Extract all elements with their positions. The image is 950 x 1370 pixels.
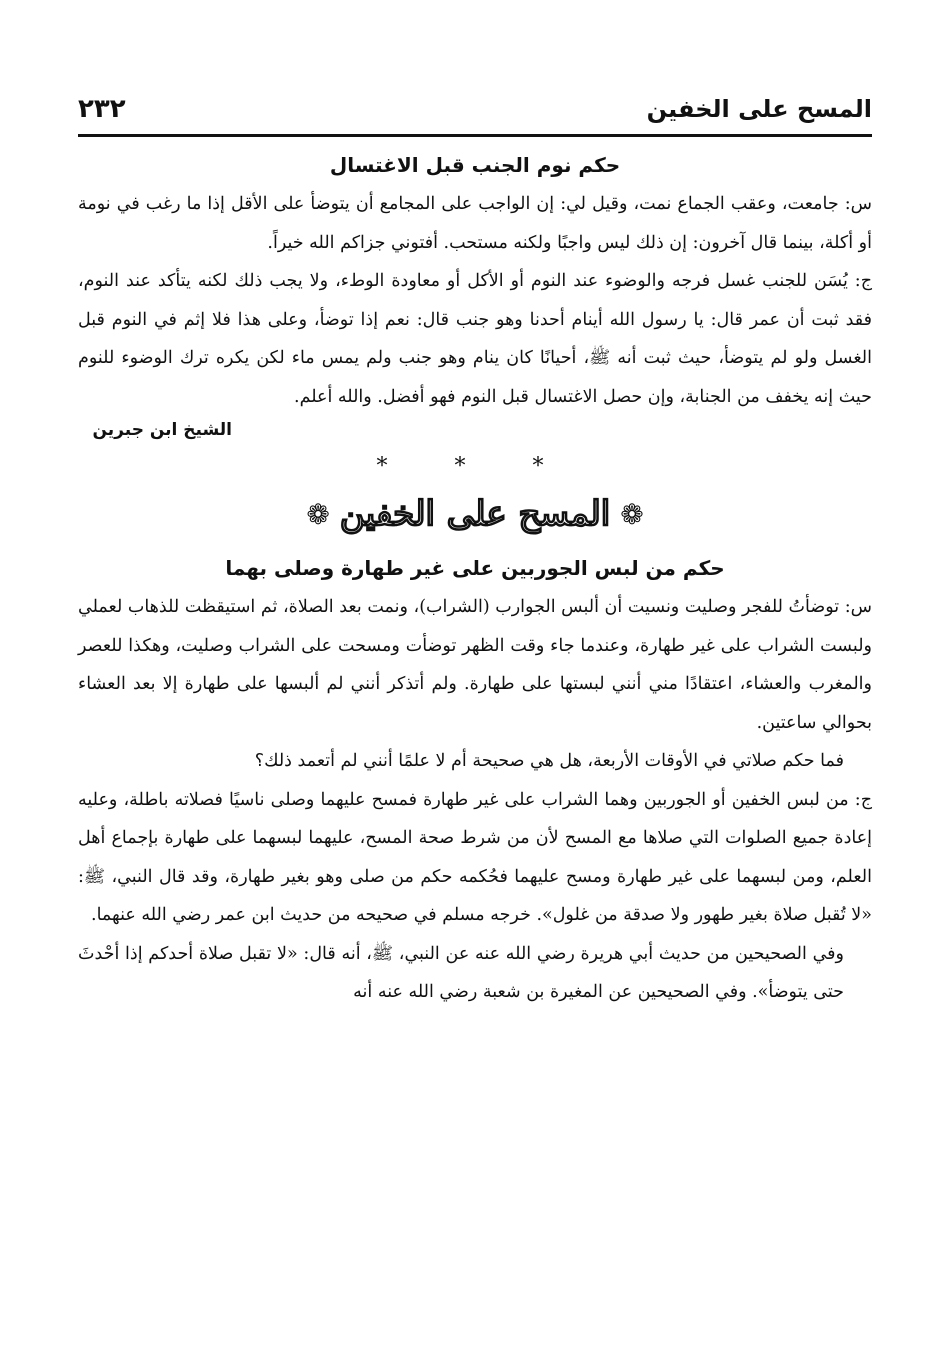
answer-paragraph: ج: من لبس الخفين أو الجوربين وهما الشراب على غير طهارة فمسح عليهما وصلى ناسيًا فصلاته باطلة، وعليه إعادة جميع الصلوات التي صلاها مع المسح لأن من شرط صحة المسح، عليهما لبسهما على طهارة بإجماع أهل العلم، ومن لبسهما على غير طهارة ومسح عليهما فحُكمه حكم من صلى وهو بغير طهارة، وقد قال النبي، ﷺ: «لا تُقبل صلاة بغير طهور ولا صدقة من غلول». خرجه مسلم في صحيحه من حديث ابن عمر رضي الله عنهما. [78, 789, 872, 925]
section-divider-stars: * * * [376, 454, 574, 479]
section-title-socks-without-purity: حكم من لبس الجوربين على غير طهارة وصلى بهما [225, 556, 725, 580]
page-header [78, 88, 872, 130]
section-title-junub-sleep: حكم نوم الجنب قبل الاغتسال [329, 153, 621, 177]
page-number: ٢٣٢ [78, 94, 126, 124]
ornament-right-icon: ❁ [620, 497, 644, 531]
answer-continuation: وفي الصحيحين من حديث أبي هريرة رضي الله عنه عن النبي، ﷺ، أنه قال: «لا تقبل صلاة أحدكم إذا أحْدثَ حتى يتوضأ». وفي الصحيحين عن المغيرة بن شعبة رضي الله عنه أنه [78, 943, 844, 1002]
running-title: المسح على الخفين [646, 95, 872, 123]
ornament-left-icon: ❁ [306, 497, 330, 531]
question-paragraph: س: جامعت، وعقب الجماع نمت، وقيل لي: إن الواجب على المجامع أن يتوضأ على الأقل إذا ما رغب في نومة أو أكلة، بينما قال آخرون: إن ذلك ليس واجبًا ولكنه مستحب. أفتوني جزاكم الله خيراً. [78, 194, 872, 253]
answer-paragraph: ج: يُسَن للجنب غسل فرجه والوضوء عند النوم أو الأكل أو معاودة الوطء، ولا يجب ذلك لكنه يتأكد عند النوم، فقد ثبت أن عمر قال: يا رسول الله أينام أحدنا وهو جنب قال: نعم إذا توضأ، وعلى هذا فلا إثم في النوم قبل الغسل ولو لم يتوضأ، حيث ثبت أنه ﷺ، أحيانًا كان ينام وهو جنب ولم يمس ماء لكن يكره ترك الوضوء للنوم حيث إنه يخفف من الجنابة، وإن حصل الاغتسال قبل النوم فهو أفضل. والله أعلم. [78, 271, 872, 407]
chapter-banner [78, 488, 872, 540]
fatwa-signature: الشيخ ابن جبرين [92, 420, 232, 440]
chapter-title: المسح على الخفين [339, 494, 611, 534]
book-page [78, 88, 872, 1348]
header-rule [78, 134, 872, 137]
question-continuation: فما حكم صلاتي في الأوقات الأربعة، هل هي صحيحة أم لا علمًا أنني لم أتعمد ذلك؟ [254, 751, 844, 771]
question-paragraph: س: توضأتُ للفجر وصليت ونسيت أن ألبس الجوارب (الشراب)، ونمت بعد الصلاة، ثم استيقظت للذهاب لعملي ولبست الشراب على غير طهارة، وعندما جاء وقت الظهر توضأت ومسحت على الشراب وصليت، وهكذا للعصر والمغرب والعشاء، اعتقادًا مني أنني لبستها على طهارة. ولم أتذكر أنني لم ألبسها على طهارة إلا بعد العشاء بحوالي ساعتين. [78, 597, 872, 733]
